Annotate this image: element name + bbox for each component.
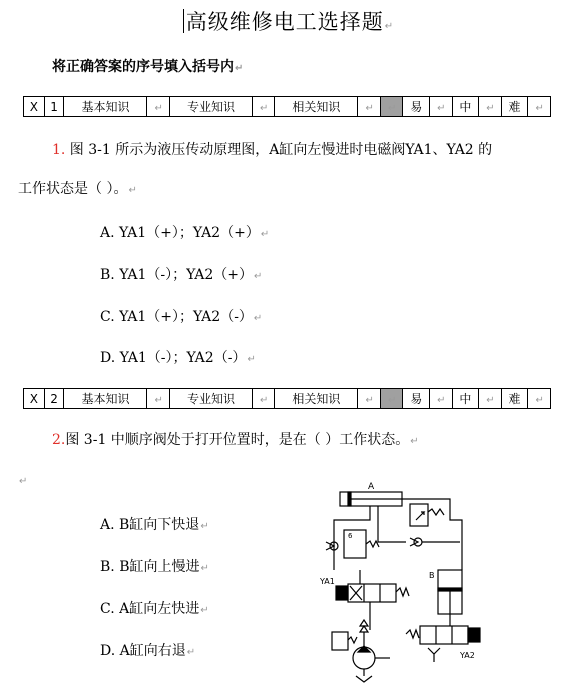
paragraph-mark: ↵ bbox=[535, 394, 544, 406]
paragraph-mark: ↵ bbox=[437, 102, 446, 114]
meta-cell: 中 bbox=[452, 97, 479, 117]
q1-option-a: A. YA1（+）；YA2（+）↵ bbox=[100, 225, 270, 241]
meta-cell bbox=[147, 97, 170, 117]
pipe-line bbox=[378, 506, 406, 542]
relief-valve bbox=[410, 504, 428, 526]
paragraph-mark: ↵ bbox=[260, 394, 269, 406]
arrow-icon bbox=[416, 512, 424, 520]
meta-cell bbox=[528, 97, 551, 117]
meta-cell: 易 bbox=[403, 389, 430, 409]
meta-cell: 基本知识 bbox=[64, 389, 147, 409]
meta-cell-shaded bbox=[380, 97, 403, 117]
spring-icon bbox=[366, 541, 379, 547]
paragraph-mark: ↵ bbox=[388, 102, 397, 114]
paragraph-mark: ↵ bbox=[365, 394, 374, 406]
meta-cell bbox=[252, 97, 275, 117]
check-valve bbox=[360, 620, 368, 632]
directional-valve-ya1 bbox=[348, 584, 396, 602]
q2-option-d: D. A缸向右退↵ bbox=[100, 643, 196, 659]
throttle-valve bbox=[428, 648, 440, 662]
spring-icon bbox=[428, 509, 444, 515]
meta-cell-shaded bbox=[380, 389, 403, 409]
question-2-line-1: 2.图 3-1 中顺序阀处于打开位置时，是在（ ）工作状态。↵ bbox=[52, 432, 419, 448]
meta-cell: 中 bbox=[452, 389, 479, 409]
paragraph-mark: ↵ bbox=[365, 102, 374, 114]
meta-cell: X bbox=[24, 389, 45, 409]
solenoid-ya1 bbox=[336, 586, 348, 600]
meta-cell: 相关知识 bbox=[275, 389, 358, 409]
meta-cell: 基本知识 bbox=[64, 97, 147, 117]
hydraulic-diagram bbox=[310, 480, 500, 685]
question-1-line-1: 1. 图 3-1 所示为液压传动原理图，A缸向左慢进时电磁阀YA1、YA2 的 bbox=[52, 142, 493, 158]
question-1-line-2: 工作状态是（ ）。↵ bbox=[18, 181, 137, 197]
label-6: 6 bbox=[348, 532, 353, 540]
paragraph-mark: ↵ bbox=[535, 102, 544, 114]
label-ya1: YA1 bbox=[320, 577, 335, 586]
tank-icon bbox=[356, 676, 372, 682]
meta-cell: X bbox=[24, 97, 45, 117]
meta-cell bbox=[147, 389, 170, 409]
q2-option-b: B. B缸向上慢进↵ bbox=[100, 559, 209, 575]
label-b: B bbox=[429, 571, 435, 580]
meta-cell bbox=[358, 97, 381, 117]
cylinder-b-piston bbox=[438, 588, 462, 591]
instruction: 将正确答案的序号填入括号内↵ bbox=[52, 59, 244, 75]
text-cursor bbox=[183, 9, 184, 33]
label-ya2: YA2 bbox=[460, 651, 475, 660]
spring-icon bbox=[348, 637, 357, 643]
paragraph-mark: ↵ bbox=[154, 394, 163, 406]
paragraph-mark: ↵ bbox=[19, 476, 28, 487]
meta-cell: 专业知识 bbox=[169, 389, 252, 409]
spring-icon bbox=[406, 630, 419, 638]
meta-cell bbox=[252, 389, 275, 409]
cross-arrow-icon bbox=[350, 586, 362, 600]
paragraph-mark: ↵ bbox=[486, 102, 495, 114]
meta-cell: 相关知识 bbox=[275, 97, 358, 117]
meta-cell: 易 bbox=[403, 97, 430, 117]
q1-option-b: B. YA1（-）；YA2（+）↵ bbox=[100, 267, 263, 283]
paragraph-mark: ↵ bbox=[260, 102, 269, 114]
label-a: A bbox=[368, 482, 375, 492]
meta-cell: 难 bbox=[501, 389, 528, 409]
directional-valve-ya2 bbox=[420, 626, 468, 644]
meta-table-1 bbox=[23, 96, 551, 117]
paragraph-mark: ↵ bbox=[384, 21, 395, 32]
q1-option-c: C. YA1（+）；YA2（-）↵ bbox=[100, 309, 263, 325]
meta-cell: 1 bbox=[44, 97, 64, 117]
meta-cell bbox=[430, 389, 453, 409]
paragraph-mark: ↵ bbox=[437, 394, 446, 406]
q2-option-a: A. B缸向下快退↵ bbox=[100, 517, 209, 533]
q2-option-c: C. A缸向左快进↵ bbox=[100, 601, 209, 617]
pump-relief-valve bbox=[332, 632, 348, 650]
q1-option-d: D. YA1（-）；YA2（-）↵ bbox=[100, 350, 256, 366]
meta-cell bbox=[479, 97, 502, 117]
meta-table-2 bbox=[23, 388, 551, 409]
paragraph-mark: ↵ bbox=[388, 394, 397, 406]
cylinder-a-piston bbox=[348, 492, 351, 506]
meta-cell bbox=[479, 389, 502, 409]
meta-cell: 2 bbox=[44, 389, 64, 409]
page-title: 高级维修电工选择题↵ bbox=[0, 6, 577, 36]
meta-cell: 难 bbox=[501, 97, 528, 117]
solenoid-ya2 bbox=[468, 628, 480, 642]
paragraph-mark: ↵ bbox=[486, 394, 495, 406]
meta-cell bbox=[528, 389, 551, 409]
meta-cell bbox=[358, 389, 381, 409]
meta-cell bbox=[430, 97, 453, 117]
paragraph-mark: ↵ bbox=[154, 102, 163, 114]
meta-cell: 专业知识 bbox=[169, 97, 252, 117]
spring-icon bbox=[396, 588, 409, 596]
